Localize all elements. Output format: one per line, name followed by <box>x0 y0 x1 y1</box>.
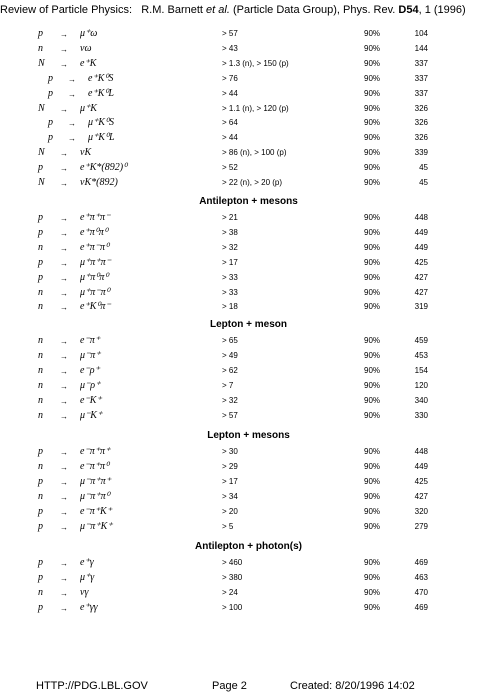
confidence-level: 90% <box>364 302 381 312</box>
parent-particle: N <box>38 177 45 188</box>
arrow-icon: → <box>60 381 68 391</box>
lifetime-limit: > 17 <box>222 257 238 267</box>
decay-products: μ⁻K⁺ <box>80 409 103 421</box>
confidence-level: 90% <box>364 242 381 252</box>
parent-particle: p <box>38 571 43 583</box>
lifetime-limit: > 44 <box>222 133 238 143</box>
table-row <box>0 335 497 350</box>
parent-particle: n <box>38 490 43 502</box>
arrow-icon: → <box>60 30 68 39</box>
table-row <box>0 365 497 380</box>
decay-products: μ⁺γ <box>80 571 95 583</box>
lifetime-limit: > 1.3 (n), > 150 (p) <box>222 58 289 68</box>
table-row <box>0 476 497 491</box>
confidence-level: 90% <box>364 572 381 582</box>
table-row <box>0 602 497 617</box>
table-row <box>0 162 497 177</box>
parent-particle: p <box>38 212 43 223</box>
reference-number: 448 <box>414 447 428 456</box>
decay-products: e⁻π⁺π⁺ <box>80 446 111 457</box>
reference-number: 104 <box>414 29 428 38</box>
reference-number: 337 <box>414 58 428 68</box>
parent-particle: p <box>38 162 43 174</box>
lifetime-limit: > 52 <box>222 163 238 173</box>
arrow-icon: → <box>60 573 68 583</box>
parent-particle: n <box>38 335 43 346</box>
parent-particle: p <box>38 601 43 613</box>
lifetime-limit: > 57 <box>222 29 238 38</box>
arrow-icon: → <box>60 243 68 253</box>
confidence-level: 90% <box>364 43 381 53</box>
reference-number: 326 <box>414 118 428 128</box>
confidence-level: 90% <box>364 178 381 187</box>
lifetime-limit: > 18 <box>222 302 238 312</box>
decay-products: e⁺K*(892)⁰ <box>80 162 128 174</box>
arrow-icon: → <box>60 559 68 568</box>
table-row <box>0 491 497 506</box>
arrow-icon: → <box>60 164 68 174</box>
lifetime-limit: > 34 <box>222 491 238 501</box>
reference-number: 449 <box>414 227 428 237</box>
confidence-level: 90% <box>364 380 381 390</box>
parent-particle: p <box>48 72 53 84</box>
table-row <box>0 301 497 316</box>
reference-number: 330 <box>414 410 428 420</box>
table-row <box>0 272 497 287</box>
decay-products: μ⁺π⁻π⁰ <box>80 286 110 298</box>
header-volume: D54 <box>398 4 419 16</box>
reference-number: 453 <box>414 350 428 360</box>
decay-products: μ⁻π⁺π⁺ <box>80 475 111 487</box>
confidence-level: 90% <box>364 350 381 360</box>
table-row <box>0 147 497 162</box>
lifetime-limit: > 29 <box>222 461 238 471</box>
parent-particle: n <box>38 379 43 391</box>
reference-number: 45 <box>419 163 428 173</box>
lifetime-limit: > 32 <box>222 395 238 405</box>
section-title: Lepton + meson <box>210 319 287 330</box>
lifetime-limit: > 57 <box>222 410 238 420</box>
lifetime-limit: > 49 <box>222 350 238 360</box>
confidence-level: 90% <box>364 521 381 531</box>
reference-number: 154 <box>414 365 428 375</box>
arrow-icon: → <box>60 273 68 283</box>
decay-products: e⁺π⁺π⁻ <box>80 212 111 223</box>
lifetime-limit: > 38 <box>222 227 238 237</box>
parent-particle: p <box>38 475 43 487</box>
parent-particle: p <box>38 520 43 532</box>
arrow-icon: → <box>60 522 68 532</box>
decay-products: e⁻π⁺π⁰ <box>80 460 110 472</box>
reference-number: 320 <box>414 506 428 516</box>
header-rest: (Particle Data Group), Phys. Rev. <box>232 4 396 16</box>
decay-products: μ⁻π⁺π⁰ <box>80 490 110 502</box>
decay-products: μ⁺π⁺π⁻ <box>80 256 111 268</box>
confidence-level: 90% <box>364 58 381 68</box>
arrow-icon: → <box>68 74 76 84</box>
decay-products: μ⁻π⁺K⁺ <box>80 520 113 532</box>
table-row <box>0 88 497 103</box>
lifetime-limit: > 22 (n), > 20 (p) <box>222 178 283 187</box>
header-authors: R.M. Barnett <box>141 4 203 16</box>
decay-products: e⁺K⁰π⁻ <box>80 301 111 313</box>
lifetime-limit: > 5 <box>222 521 234 531</box>
arrow-icon: → <box>60 288 68 298</box>
table-row <box>0 177 497 192</box>
reference-number: 427 <box>414 491 428 501</box>
confidence-level: 90% <box>364 272 381 282</box>
section-title: Lepton + mesons <box>207 430 290 441</box>
confidence-level: 90% <box>364 257 381 267</box>
arrow-icon: → <box>60 588 68 598</box>
decay-products: νγ <box>80 586 89 598</box>
table-row <box>0 43 497 58</box>
arrow-icon: → <box>60 396 68 406</box>
table-row <box>0 117 497 132</box>
parent-particle: p <box>38 446 43 457</box>
parent-particle: n <box>38 42 43 54</box>
parent-particle: n <box>38 409 43 421</box>
arrow-icon: → <box>60 214 68 223</box>
header-etal: et al. <box>206 4 230 16</box>
parent-particle: p <box>48 132 53 144</box>
table-row <box>0 572 497 587</box>
arrow-icon: → <box>60 507 68 517</box>
parent-particle: p <box>38 271 43 283</box>
arrow-icon: → <box>68 89 76 99</box>
reference-number: 469 <box>414 602 428 612</box>
reference-number: 469 <box>414 558 428 567</box>
arrow-icon: → <box>60 149 68 159</box>
lifetime-limit: > 76 <box>222 73 238 83</box>
lifetime-limit: > 43 <box>222 43 238 53</box>
reference-number: 319 <box>414 302 428 312</box>
parent-particle: p <box>38 226 43 238</box>
table-row <box>0 410 497 425</box>
reference-number: 337 <box>414 88 428 98</box>
header-prefix: Review of Particle Physics: <box>0 4 133 16</box>
arrow-icon: → <box>60 477 68 487</box>
parent-particle: n <box>38 364 43 376</box>
table-row <box>0 506 497 521</box>
decay-products: e⁻ρ⁺ <box>80 364 100 376</box>
arrow-icon: → <box>60 59 68 69</box>
arrow-icon: → <box>68 134 76 144</box>
table-row <box>0 103 497 118</box>
table-row <box>0 73 497 88</box>
lifetime-limit: > 64 <box>222 118 238 128</box>
arrow-icon: → <box>60 104 68 114</box>
confidence-level: 90% <box>364 118 381 128</box>
table-row <box>0 350 497 365</box>
reference-number: 339 <box>414 148 428 158</box>
reference-number: 449 <box>414 242 428 252</box>
reference-number: 45 <box>419 178 428 187</box>
arrow-icon: → <box>60 603 68 613</box>
confidence-level: 90% <box>364 476 381 486</box>
decay-products: νω <box>80 42 92 54</box>
confidence-level: 90% <box>364 365 381 375</box>
confidence-level: 90% <box>364 88 381 98</box>
lifetime-limit: > 1.1 (n), > 120 (p) <box>222 103 289 113</box>
table-row <box>0 395 497 410</box>
section-title: Antilepton + mesons <box>199 196 298 207</box>
parent-particle: N <box>38 147 45 159</box>
decay-products: e⁺γ <box>80 557 94 568</box>
parent-particle: p <box>38 505 43 517</box>
reference-number: 427 <box>414 287 428 297</box>
parent-particle: n <box>38 241 43 253</box>
arrow-icon: → <box>60 303 68 313</box>
confidence-level: 90% <box>364 410 381 420</box>
lifetime-limit: > 86 (n), > 100 (p) <box>222 148 287 158</box>
decay-products: μ⁺π⁰π⁰ <box>80 271 109 283</box>
parent-particle: n <box>38 286 43 298</box>
table-row <box>0 461 497 476</box>
decay-products: νK <box>80 147 92 159</box>
reference-number: 326 <box>414 133 428 143</box>
reference-number: 459 <box>414 336 428 345</box>
lifetime-limit: > 380 <box>222 572 243 582</box>
arrow-icon: → <box>60 492 68 502</box>
header-page: , 1 (1996) <box>418 4 466 16</box>
parent-particle: n <box>38 349 43 361</box>
confidence-level: 90% <box>364 506 381 516</box>
decay-products: e⁻K⁺ <box>80 394 102 406</box>
lifetime-limit: > 30 <box>222 447 238 456</box>
confidence-level: 90% <box>364 148 381 158</box>
parent-particle: N <box>38 102 45 114</box>
footer-created: Created: 8/20/1996 14:02 <box>290 680 415 692</box>
table-row <box>0 587 497 602</box>
arrow-icon: → <box>60 44 68 54</box>
parent-particle: N <box>38 57 45 69</box>
confidence-level: 90% <box>364 287 381 297</box>
lifetime-limit: > 62 <box>222 365 238 375</box>
confidence-level: 90% <box>364 103 381 113</box>
lifetime-limit: > 44 <box>222 88 238 98</box>
table-row <box>0 446 497 461</box>
running-header <box>0 4 466 16</box>
decay-products: μ⁺ω <box>80 28 98 39</box>
lifetime-limit: > 7 <box>222 380 234 390</box>
decay-products: e⁺γγ <box>80 601 98 613</box>
decay-products: e⁺K <box>80 57 97 69</box>
confidence-level: 90% <box>364 558 381 567</box>
decay-products: e⁺K⁰S <box>88 72 114 84</box>
reference-number: 326 <box>414 103 428 113</box>
parent-particle: n <box>38 301 43 313</box>
arrow-icon: → <box>60 366 68 376</box>
lifetime-limit: > 65 <box>222 336 238 345</box>
lifetime-limit: > 21 <box>222 213 238 222</box>
confidence-level: 90% <box>364 461 381 471</box>
arrow-icon: → <box>68 119 76 129</box>
lifetime-limit: > 33 <box>222 287 238 297</box>
arrow-icon: → <box>60 258 68 268</box>
decay-products: e⁻π⁺ <box>80 335 101 346</box>
reference-number: 337 <box>414 73 428 83</box>
reference-number: 425 <box>414 257 428 267</box>
confidence-level: 90% <box>364 602 381 612</box>
table-row <box>0 521 497 536</box>
decay-products: e⁻π⁺K⁺ <box>80 505 112 517</box>
decay-products: μ⁻ρ⁺ <box>80 379 101 391</box>
parent-particle: p <box>38 557 43 568</box>
table-row <box>0 557 497 572</box>
arrow-icon: → <box>60 351 68 361</box>
arrow-icon: → <box>60 337 68 346</box>
decay-products: e⁺π⁻π⁰ <box>80 241 110 253</box>
arrow-icon: → <box>60 411 68 421</box>
lifetime-limit: > 33 <box>222 272 238 282</box>
lifetime-limit: > 24 <box>222 587 238 597</box>
footer-url[interactable]: HTTP://PDG.LBL.GOV <box>36 680 148 692</box>
reference-number: 279 <box>414 521 428 531</box>
reference-number: 340 <box>414 395 428 405</box>
table-row <box>0 380 497 395</box>
decay-products: e⁺π⁰π⁰ <box>80 226 108 238</box>
decay-products: μ⁺K <box>80 102 97 114</box>
lifetime-limit: > 460 <box>222 558 243 567</box>
confidence-level: 90% <box>364 587 381 597</box>
confidence-level: 90% <box>364 163 381 173</box>
confidence-level: 90% <box>364 133 381 143</box>
table-row <box>0 132 497 147</box>
reference-number: 448 <box>414 213 428 222</box>
table-row <box>0 242 497 257</box>
reference-number: 144 <box>414 43 428 53</box>
parent-particle: p <box>48 117 53 129</box>
confidence-level: 90% <box>364 447 381 456</box>
reference-number: 425 <box>414 476 428 486</box>
decay-products: νK*(892) <box>80 177 118 188</box>
parent-particle: n <box>38 460 43 472</box>
parent-particle: n <box>38 586 43 598</box>
reference-number: 427 <box>414 272 428 282</box>
decay-products: μ⁻π⁺ <box>80 349 101 361</box>
table-row <box>0 28 497 43</box>
table-row <box>0 212 497 227</box>
parent-particle: p <box>38 256 43 268</box>
parent-particle: p <box>38 28 43 39</box>
confidence-level: 90% <box>364 29 381 38</box>
reference-number: 449 <box>414 461 428 471</box>
lifetime-limit: > 100 <box>222 602 243 612</box>
arrow-icon: → <box>60 179 68 188</box>
table-row <box>0 227 497 242</box>
reference-number: 120 <box>414 380 428 390</box>
table-row <box>0 58 497 73</box>
arrow-icon: → <box>60 448 68 457</box>
confidence-level: 90% <box>364 227 381 237</box>
parent-particle: n <box>38 394 43 406</box>
section-title: Antilepton + photon(s) <box>195 541 302 552</box>
table-row <box>0 287 497 302</box>
reference-number: 470 <box>414 587 428 597</box>
lifetime-limit: > 20 <box>222 506 238 516</box>
lifetime-limit: > 17 <box>222 476 238 486</box>
footer-page: Page 2 <box>212 680 247 692</box>
lifetime-limit: > 32 <box>222 242 238 252</box>
confidence-level: 90% <box>364 73 381 83</box>
confidence-level: 90% <box>364 395 381 405</box>
table-row <box>0 257 497 272</box>
arrow-icon: → <box>60 228 68 238</box>
confidence-level: 90% <box>364 336 381 345</box>
arrow-icon: → <box>60 462 68 472</box>
decay-products: μ⁺K⁰L <box>88 132 115 144</box>
parent-particle: p <box>48 87 53 99</box>
reference-number: 463 <box>414 572 428 582</box>
confidence-level: 90% <box>364 213 381 222</box>
decay-products: e⁺K⁰L <box>88 87 114 99</box>
decay-products: μ⁺K⁰S <box>88 117 114 129</box>
confidence-level: 90% <box>364 491 381 501</box>
